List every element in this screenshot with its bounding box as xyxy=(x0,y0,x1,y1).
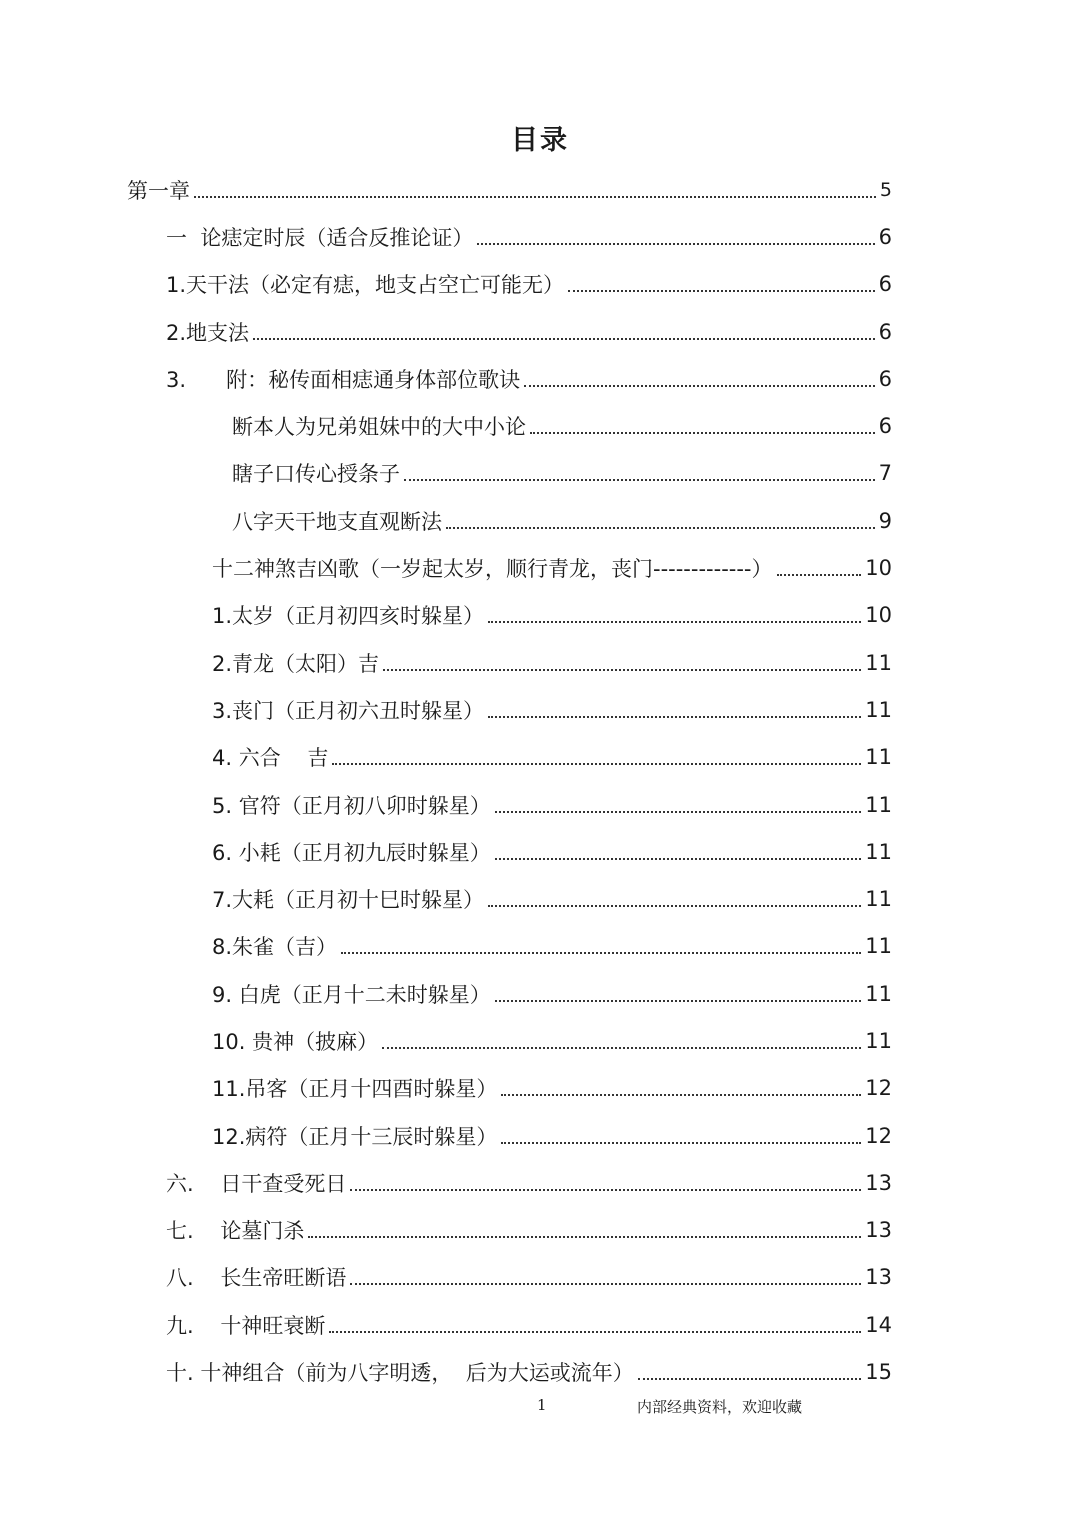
dot-leader xyxy=(488,621,861,623)
dot-leader xyxy=(488,905,861,907)
toc-entry-label: 1.天干法（必定有痣，地支占空亡可能无） xyxy=(166,273,565,298)
toc-entry[interactable] xyxy=(0,639,1080,686)
toc-entry-page-number: 6 xyxy=(878,272,892,297)
toc-entry-label: 瞎子口传心授条子 xyxy=(232,462,400,487)
dot-leader xyxy=(383,669,861,671)
dot-leader xyxy=(495,811,862,813)
toc-entry-page-number: 11 xyxy=(865,887,892,912)
dot-leader xyxy=(194,196,876,198)
toc-entry-page-number: 10 xyxy=(865,603,892,628)
toc-entry-page-number: 13 xyxy=(865,1170,892,1195)
toc-entry[interactable] xyxy=(0,497,1080,544)
toc-entry-page-number: 9 xyxy=(878,508,892,533)
dot-leader xyxy=(329,1331,861,1333)
toc-entry-label: 第一章 xyxy=(127,178,190,203)
toc-entry[interactable] xyxy=(0,1065,1080,1112)
dot-leader xyxy=(495,858,862,860)
toc-entry-label: 2.青龙（太阳）吉 xyxy=(212,651,380,676)
toc-entry[interactable] xyxy=(0,402,1080,449)
toc-entry[interactable] xyxy=(0,213,1080,260)
toc-entry-page-number: 11 xyxy=(865,981,892,1006)
toc-entry[interactable] xyxy=(0,734,1080,781)
toc-entry-page-number: 11 xyxy=(865,1028,892,1053)
toc-entry[interactable] xyxy=(0,592,1080,639)
toc-entry[interactable] xyxy=(0,1348,1080,1395)
toc-entry-page-number: 11 xyxy=(865,792,892,817)
toc-entry-label: 3.丧门（正月初六丑时躲星） xyxy=(212,698,485,723)
toc-entry[interactable] xyxy=(0,308,1080,355)
toc-entry[interactable] xyxy=(0,1254,1080,1301)
toc-entry[interactable] xyxy=(0,544,1080,591)
toc-entry-label: 10. 贵神（披麻） xyxy=(212,1029,379,1054)
dot-leader xyxy=(253,338,875,340)
toc-entry[interactable] xyxy=(0,923,1080,970)
page-title: 目录 xyxy=(511,125,569,156)
dot-leader xyxy=(350,1283,861,1285)
toc-entry-label: 2.地支法 xyxy=(166,320,250,345)
dot-leader xyxy=(501,1142,861,1144)
toc-entry-label: 4. 六合 吉 xyxy=(212,746,329,771)
dot-leader xyxy=(568,290,875,292)
footer-page-number: 1 xyxy=(537,1396,547,1414)
toc-entry[interactable] xyxy=(0,1301,1080,1348)
toc-entry-label: 八. 长生帝旺断语 xyxy=(166,1266,347,1291)
toc-entry[interactable] xyxy=(0,450,1080,497)
toc-entry-label: 7.大耗（正月初十巳时躲星） xyxy=(212,888,485,913)
footer-note: 内部经典资料，欢迎收藏 xyxy=(637,1398,803,1416)
dot-leader xyxy=(777,574,862,576)
toc-entry-label: 一 论痣定时辰（适合反推论证） xyxy=(166,225,474,250)
toc-entry-page-number: 13 xyxy=(865,1265,892,1290)
toc-entry-page-number: 11 xyxy=(865,745,892,770)
toc-entry-label: 8.朱雀（吉） xyxy=(212,935,338,960)
toc-entry-page-number: 11 xyxy=(865,650,892,675)
dot-leader xyxy=(350,1189,861,1191)
dot-leader xyxy=(524,385,875,387)
toc-entry-label: 七. 论墓门杀 xyxy=(166,1219,305,1244)
dot-leader xyxy=(308,1236,861,1238)
toc-entry-page-number: 10 xyxy=(865,556,892,581)
toc-entry-page-number: 6 xyxy=(878,366,892,391)
toc-entry-page-number: 15 xyxy=(865,1360,892,1385)
toc-entry[interactable] xyxy=(0,1159,1080,1206)
toc-entry-label: 断本人为兄弟姐妹中的大中小论 xyxy=(232,415,526,440)
toc-entry-page-number: 11 xyxy=(865,697,892,722)
toc-entry-page-number: 5 xyxy=(879,178,892,201)
toc-entry[interactable] xyxy=(0,828,1080,875)
toc-entry-label: 九. 十神旺衰断 xyxy=(166,1313,326,1338)
dot-leader xyxy=(404,479,875,481)
toc-entry-page-number: 12 xyxy=(865,1076,892,1101)
toc-entry[interactable] xyxy=(0,686,1080,733)
dot-leader xyxy=(530,432,875,434)
toc-entry[interactable] xyxy=(0,1017,1080,1064)
toc-entry-label: 十二神煞吉凶歌（一岁起太岁，顺行青龙，丧门-------------） xyxy=(212,557,773,582)
dot-leader xyxy=(341,952,861,954)
toc-entry[interactable] xyxy=(0,355,1080,402)
toc-entry-page-number: 14 xyxy=(865,1312,892,1337)
dot-leader xyxy=(446,527,875,529)
dot-leader xyxy=(477,243,874,245)
toc-entry-label: 八字天干地支直观断法 xyxy=(232,509,442,534)
toc-entry-page-number: 12 xyxy=(865,1123,892,1148)
toc-entry-label: 9. 白虎（正月十二未时躲星） xyxy=(212,982,491,1007)
toc-entry-page-number: 6 xyxy=(878,319,892,344)
dot-leader xyxy=(501,1094,861,1096)
toc-entry[interactable] xyxy=(0,875,1080,922)
toc-entry-page-number: 7 xyxy=(878,461,892,486)
toc-entry[interactable] xyxy=(0,1112,1080,1159)
toc-entry-page-number: 11 xyxy=(865,839,892,864)
toc-entry-label: 6. 小耗（正月初九辰时躲星） xyxy=(212,840,491,865)
dot-leader xyxy=(382,1047,861,1049)
toc-entry[interactable] xyxy=(0,166,1080,213)
toc-entry-label: 5. 官符（正月初八卯时躲星） xyxy=(212,793,491,818)
dot-leader xyxy=(638,1378,862,1380)
toc-entry[interactable] xyxy=(0,261,1080,308)
dot-leader xyxy=(495,1000,862,1002)
toc-entry[interactable] xyxy=(0,781,1080,828)
toc-entry-page-number: 6 xyxy=(878,224,892,249)
table-of-contents xyxy=(0,166,1080,1396)
toc-entry-label: 六. 日干查受死日 xyxy=(166,1171,347,1196)
page-footer xyxy=(0,1396,1080,1418)
toc-entry-page-number: 6 xyxy=(878,414,892,439)
toc-entry-label: 12.病符（正月十三辰时躲星） xyxy=(212,1124,498,1149)
toc-entry-label: 3. 附：秘传面相痣通身体部位歌诀 xyxy=(166,367,521,392)
toc-entry[interactable] xyxy=(0,970,1080,1017)
toc-entry[interactable] xyxy=(0,1207,1080,1254)
toc-entry-page-number: 11 xyxy=(865,934,892,959)
toc-entry-page-number: 13 xyxy=(865,1218,892,1243)
toc-entry-label: 十. 十神组合（前为八字明透， 后为大运或流年） xyxy=(166,1361,634,1386)
toc-entry-label: 1.太岁（正月初四亥时躲星） xyxy=(212,604,485,629)
toc-entry-label: 11.吊客（正月十四酉时躲星） xyxy=(212,1077,498,1102)
dot-leader xyxy=(488,716,861,718)
dot-leader xyxy=(332,763,861,765)
